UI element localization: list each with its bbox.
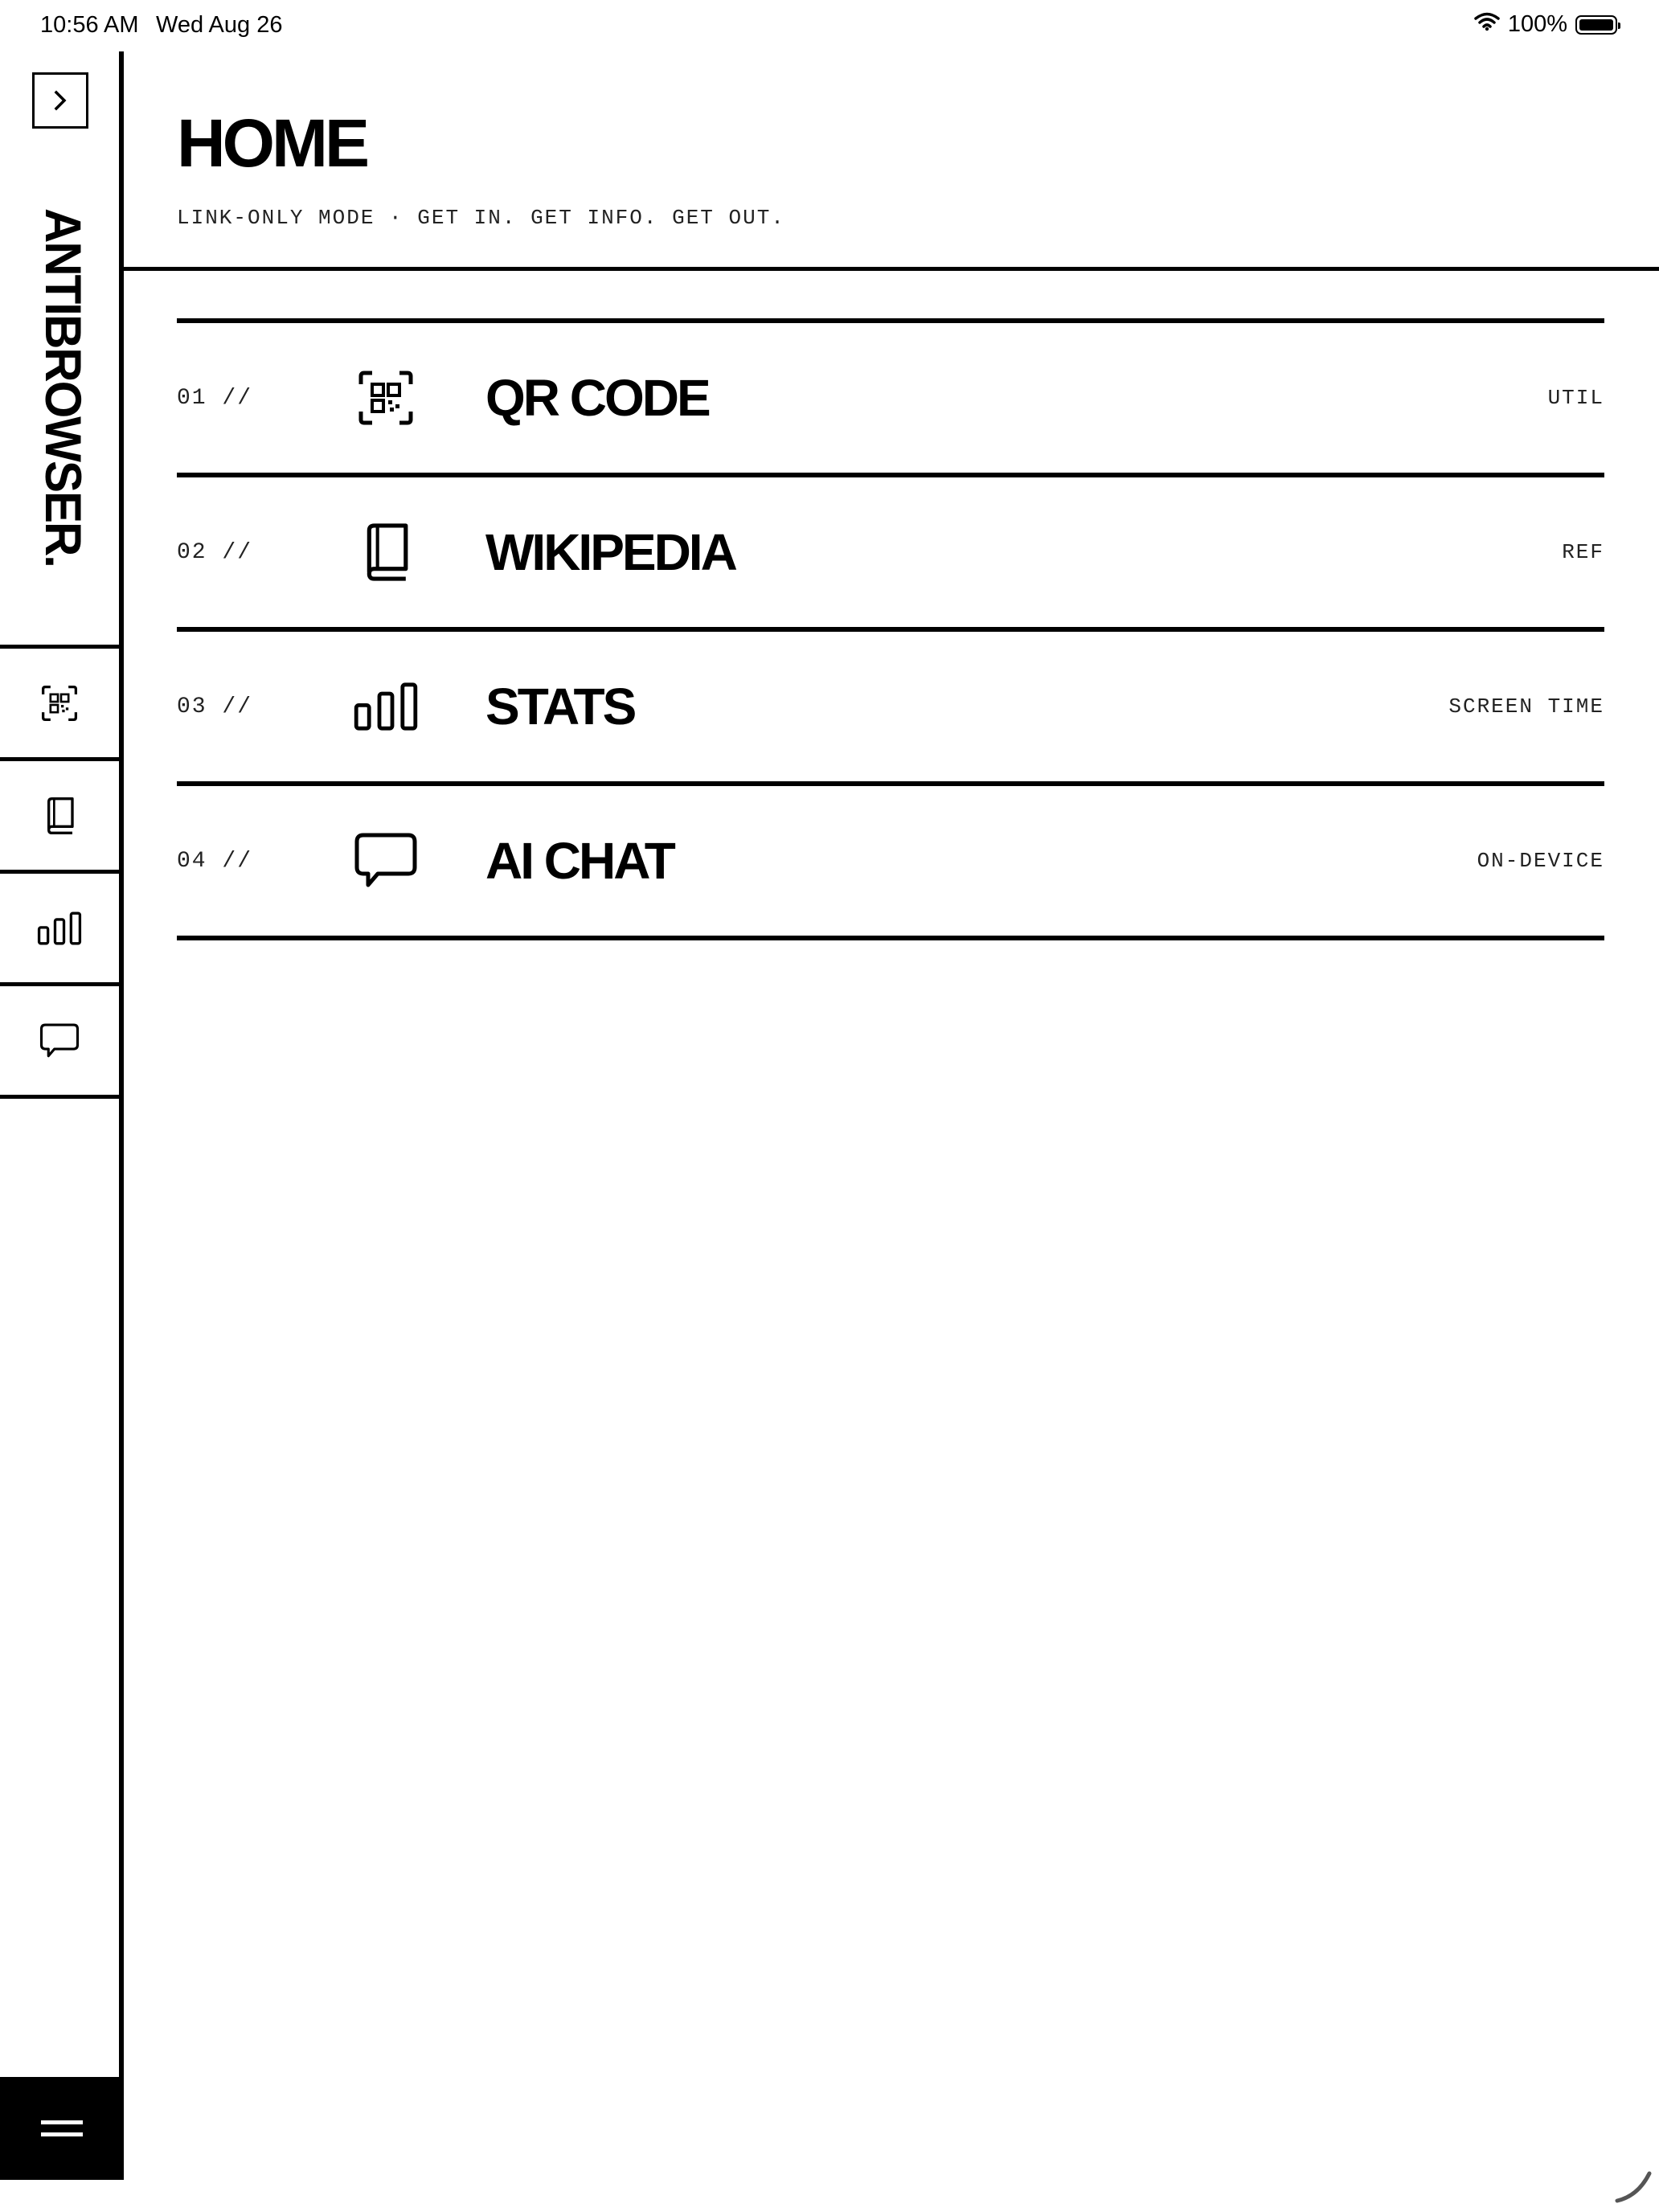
chat-bubble-icon [39, 1022, 80, 1059]
app-row-stats[interactable] [177, 632, 1604, 786]
row-tag: ON-DEVICE [1477, 849, 1604, 873]
sidebar-item-qr-code[interactable] [0, 649, 119, 761]
app-row-ai-chat[interactable] [177, 786, 1604, 940]
status-date: Wed Aug 26 [156, 12, 283, 38]
row-title: WIKIPEDIA [485, 523, 735, 581]
hamburger-menu-icon [41, 2118, 83, 2139]
row-tag: SCREEN TIME [1448, 694, 1604, 719]
row-number: 03 // [177, 694, 253, 719]
chevron-right-icon [48, 88, 72, 113]
sidebar-item-stats[interactable] [0, 874, 119, 986]
row-number: 01 // [177, 385, 253, 411]
row-tag: UTIL [1547, 386, 1604, 410]
sidebar-item-ai-chat[interactable] [0, 986, 119, 1099]
row-title: AI CHAT [485, 832, 674, 890]
bar-chart-icon [37, 911, 82, 945]
status-indicators [1474, 11, 1617, 38]
qr-code-icon [41, 685, 78, 722]
book-icon [43, 797, 76, 835]
row-tag: REF [1562, 540, 1604, 564]
app-row-qr-code[interactable] [177, 323, 1604, 477]
row-number: 02 // [177, 539, 253, 565]
app-row-wikipedia[interactable] [177, 477, 1604, 632]
wifi-icon [1474, 11, 1500, 38]
app-list [177, 318, 1604, 940]
row-number: 04 // [177, 848, 253, 874]
sidebar [0, 51, 124, 2180]
sidebar-item-wikipedia[interactable] [0, 761, 119, 874]
row-title: STATS [485, 678, 635, 735]
status-bar [0, 0, 1659, 51]
chat-bubble-icon [354, 829, 418, 893]
page-subtitle: LINK-ONLY MODE · GET IN. GET INFO. GET OUT. [177, 206, 785, 230]
menu-button[interactable] [0, 2077, 124, 2180]
page-header [124, 51, 1659, 271]
qr-code-icon [354, 366, 418, 430]
brand-logo: ANTIBROWSER. [35, 208, 92, 567]
bar-chart-icon [354, 674, 418, 739]
battery-icon [1575, 15, 1617, 35]
battery-percent: 100% [1507, 11, 1567, 37]
book-icon [354, 520, 418, 584]
sidebar-nav [0, 645, 119, 1099]
expand-sidebar-button[interactable] [32, 72, 88, 129]
status-time: 10:56 AM [40, 12, 139, 38]
resize-corner-icon [1614, 2165, 1654, 2206]
row-title: QR CODE [485, 369, 709, 427]
page-title: HOME [177, 105, 367, 181]
